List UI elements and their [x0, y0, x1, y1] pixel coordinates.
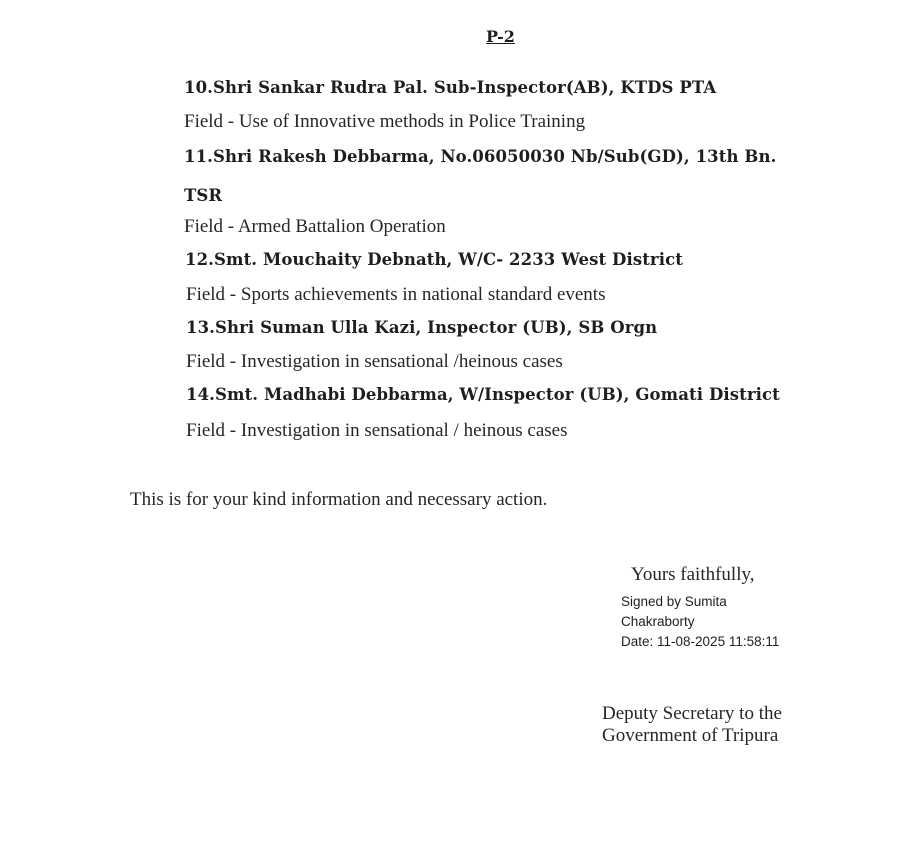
nominee-13-field: Field - Investigation in sensational /heinous cases [186, 351, 563, 372]
nominee-12-name: 12.Smt. Mouchaity Debnath, W/C- 2233 West District [185, 250, 683, 269]
signature-date: Date: 11-08-2025 11:58:11 [621, 634, 780, 649]
nominee-13-name: 13.Shri Suman Ulla Kazi, Inspector (UB), SB Orgn [186, 318, 658, 337]
nominee-14-name: 14.Smt. Madhabi Debbarma, W/Inspector (UB), Gomati District [186, 385, 780, 404]
nominee-10-field: Field - Use of Innovative methods in Police Training [184, 111, 586, 132]
salutation: Yours faithfully, [631, 564, 755, 585]
signature-signed-by: Signed by Sumita [621, 594, 727, 609]
designation-title: Deputy Secretary to the [602, 703, 782, 724]
signature-name: Chakraborty [621, 614, 695, 629]
nominee-14-field: Field - Investigation in sensational / heinous cases [186, 420, 568, 441]
designation-office: Government of Tripura [602, 725, 779, 746]
digital-signature [621, 592, 779, 652]
nominee-12-field: Field - Sports achievements in national standard events [186, 284, 606, 305]
page-number: P-2 [486, 27, 515, 46]
nominee-11-name: 11.Shri Rakesh Debbarma, No.06050030 Nb/Sub(GD), 13th Bn. [184, 147, 777, 166]
closing-note: This is for your kind information and necessary action. [130, 489, 548, 510]
designation [602, 703, 782, 747]
nominee-11-name-continued: TSR [184, 186, 223, 205]
nominee-10-name: 10.Shri Sankar Rudra Pal. Sub-Inspector(AB), KTDS PTA [184, 78, 717, 97]
nominee-11-field: Field - Armed Battalion Operation [184, 216, 446, 237]
